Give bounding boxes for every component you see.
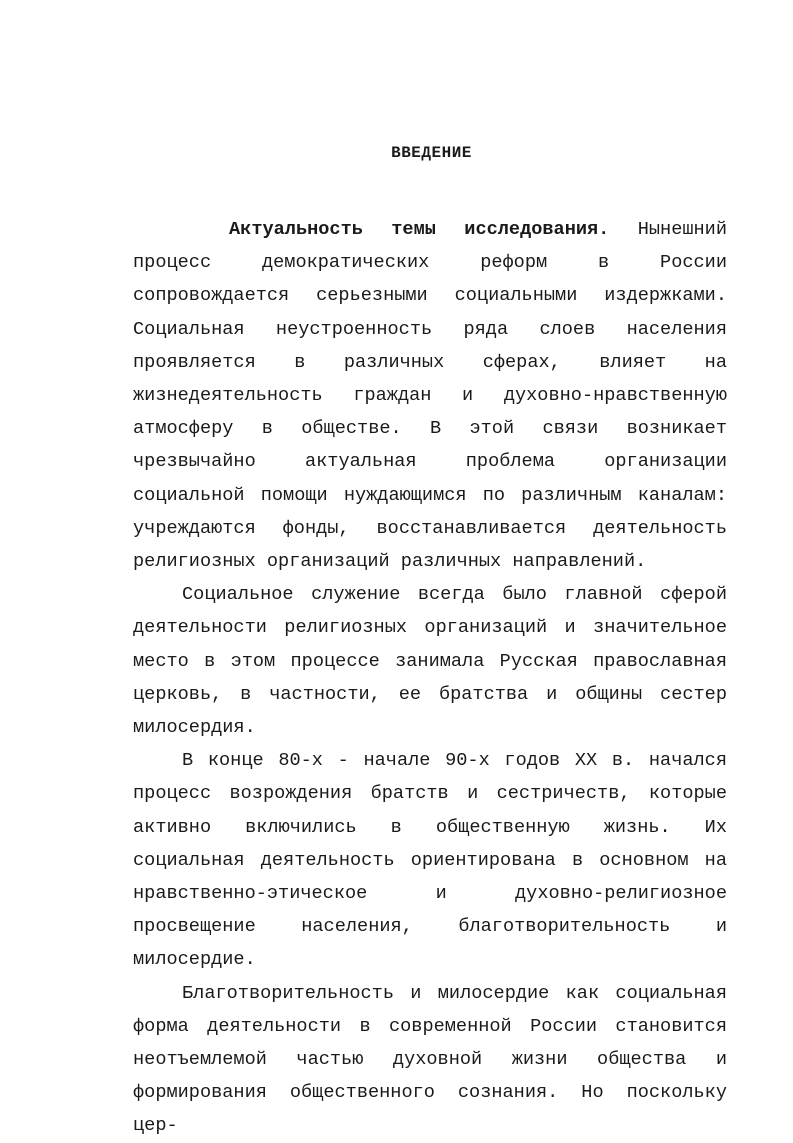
paragraph-2: Социальное служение всегда было главной сферой деятельности религиозных организаций и значительное место в этом процессе занимала Русская православная церковь, в частности, ее братства и общины сестер милосердия. [133, 584, 727, 739]
paragraph-4: Благотворительность и милосердие как социальная форма деятельности в современной России становится неотъемлемой частью духовной жизни общества и формирования общественного сознания. Но поскольку цер- [133, 982, 727, 1137]
page-title: ВВЕДЕНИЕ [391, 144, 472, 162]
paragraph-text: Нынешний процесс демократических реформ в России сопровождается серьезными социальными издержками. Социальная неустроенность ряда слоев населения проявляется в различных сферах, влияет на жизнедеятельность граждан и духовно-нравственную атмосферу в обществе. В этой связи возникает чрезвычайно актуальная проблема организации социальной помощи нуждающимся по различным каналам: учреждаются фонды, восстанавливается деятельность религиозных организаций различных направлений. [133, 219, 727, 573]
paragraph-lead: Актуальность темы исследования. [229, 219, 610, 240]
document-body [133, 213, 727, 1143]
paragraph-1 [133, 213, 727, 578]
paragraph-3: В конце 80-х - начале 90-х годов XX в. начался процесс возрождения братств и сестричеств, которые активно включились в общественную жизнь. Их социальная деятельность ориентирована в основном на нравственно-этическое и духовно-религиозное просвещение населения, благотворительность и милосердие. [133, 750, 727, 971]
